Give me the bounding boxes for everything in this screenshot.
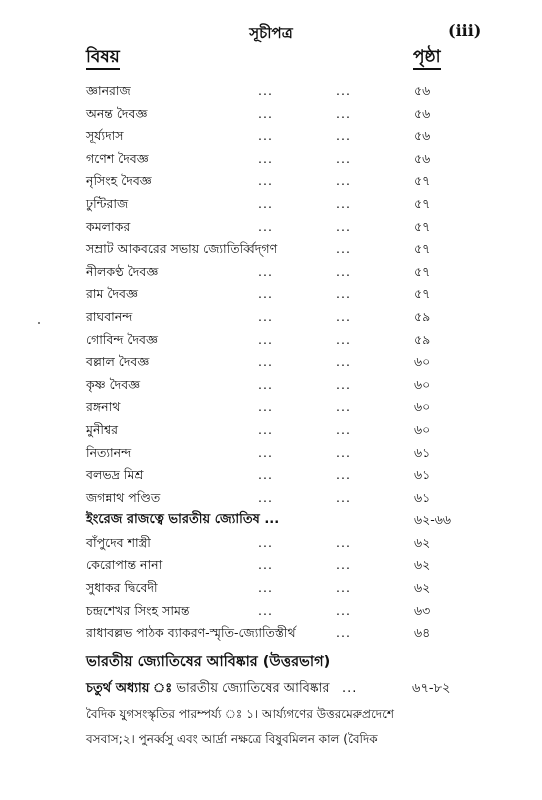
toc-entry-title: বাঁপুদেব শাস্ত্রী <box>86 534 151 550</box>
toc-entry-title: কমলাকর <box>86 218 131 234</box>
toc-entry-page: ৫৬ <box>414 105 431 121</box>
toc-entry <box>0 148 542 171</box>
toc-entry-page: ৬৩ <box>414 602 431 618</box>
toc-entry-leader: ... <box>258 376 273 392</box>
toc-entry-title: গণেশ দৈবজ্ঞ <box>86 150 149 166</box>
toc-entry-title: জ্ঞানরাজ <box>86 83 131 98</box>
page-title: সূচীপত্র <box>249 24 293 42</box>
toc-entry-leader: ... <box>336 625 351 641</box>
toc-entry-title: রাঘবানন্দ <box>86 308 133 324</box>
toc-entry <box>0 125 542 148</box>
chapter-title: ভারতীয় জ্যোতিষের আবিষ্কার <box>176 681 330 696</box>
toc-entry-leader: ... <box>258 399 273 415</box>
toc-entry-leader: ... <box>336 286 351 302</box>
toc-entry-page: ৫৭ <box>414 218 431 234</box>
toc-entry-page: ৬১ <box>414 489 431 505</box>
toc-entry-leader: ... <box>336 195 351 211</box>
toc-entry <box>0 532 542 555</box>
toc-entry-leader: ... <box>258 602 273 618</box>
toc-entry-leader: ... <box>336 83 351 98</box>
toc-entry-leader: ... <box>336 354 351 370</box>
toc-entry-title: সম্রাট আকবরের সভায় জ্যোতির্ব্বিদ্‌গণ <box>86 241 278 257</box>
toc-entry-leader: ... <box>258 557 273 573</box>
toc-entry-page: ৬০ <box>414 421 431 437</box>
toc-entry-leader: ... <box>336 399 351 415</box>
chapter-page: ৬৭-৮২ <box>412 681 451 696</box>
toc-entry-leader: ... <box>336 128 351 144</box>
toc-entry <box>0 509 542 532</box>
toc-entry <box>0 622 542 645</box>
toc-entry-leader: ... <box>258 308 273 324</box>
toc-entry <box>0 216 542 239</box>
toc-entry-leader: ... <box>258 580 273 596</box>
toc-entry-leader: ... <box>336 421 351 437</box>
toc-entry-page: ৫৭ <box>414 173 431 189</box>
toc-entry-leader: ... <box>336 308 351 324</box>
toc-entry-leader: ... <box>258 218 273 234</box>
page-number: (iii) <box>448 21 482 40</box>
chapter-dots: ... <box>342 681 358 696</box>
toc-entry-page: ৫৯ <box>414 308 431 324</box>
toc-entry-title: রাম দৈবজ্ঞ <box>86 286 138 302</box>
toc-entry-leader: ... <box>336 534 351 550</box>
toc-entry-leader: ... <box>336 173 351 189</box>
toc-entry-page: ৬২ <box>414 580 431 596</box>
toc-entry <box>0 238 542 261</box>
toc-entry-page: ৬৪ <box>414 625 431 641</box>
toc-entry-title: রঙ্গনাথ <box>86 399 121 415</box>
toc-entry <box>0 283 542 306</box>
toc-entry-page: ৫৭ <box>414 286 431 302</box>
toc-entry-leader: ... <box>258 534 273 550</box>
page-column-heading: পৃষ্ঠা <box>413 46 441 70</box>
chapter-description-line: বৈদিক যুগসংস্কৃতির পারম্পর্য্য ঃ ১। আর্য্যগণের উত্তরমেরুপ্রদেশে <box>86 707 395 721</box>
toc-entry-leader: ... <box>258 354 273 370</box>
toc-entry-title: ইংরেজ রাজত্বে ভারতীয় জ্যোতিষ ... <box>86 512 280 528</box>
toc-entry-page: ৫৭ <box>414 263 431 279</box>
toc-entry-leader: ... <box>336 376 351 392</box>
toc-entry-leader: ... <box>336 580 351 596</box>
toc-entry-leader: ... <box>258 128 273 144</box>
toc-entry <box>0 170 542 193</box>
toc-entry-leader: ... <box>258 467 273 483</box>
toc-list <box>0 80 542 645</box>
toc-entry-page: ৫৬ <box>414 83 431 98</box>
toc-entry-page: ৫৬ <box>414 150 431 166</box>
toc-entry-title: রাধাবল্লভ পাঠক ব্যাকরণ-স্মৃতি-জ্যোতিস্তীর্থ <box>86 625 296 641</box>
toc-entry-title: সুধাকর দ্বিবেদী <box>86 580 158 596</box>
toc-entry <box>0 577 542 600</box>
toc-entry-page: ৬২ <box>414 534 431 550</box>
toc-entry <box>0 193 542 216</box>
section-heading: ভারতীয় জ্যোতিষের আবিষ্কার (উত্তরভাগ) <box>86 654 331 670</box>
toc-entry-page: ৬১ <box>414 444 431 460</box>
toc-entry-page: ৬০ <box>414 399 431 415</box>
toc-entry-leader: ... <box>336 150 351 166</box>
toc-entry-page: ৬১ <box>414 467 431 483</box>
toc-entry-leader: ... <box>336 241 351 257</box>
toc-entry-page: ৫৬ <box>414 128 431 144</box>
toc-entry-title: কৃষ্ণ দৈবজ্ঞ <box>86 376 141 392</box>
toc-entry-leader: ... <box>336 602 351 618</box>
toc-entry <box>0 306 542 329</box>
toc-entry-leader: ... <box>336 557 351 573</box>
toc-entry <box>0 487 542 510</box>
toc-entry-leader: ... <box>336 467 351 483</box>
toc-entry <box>0 80 542 103</box>
toc-entry-leader: ... <box>336 444 351 460</box>
toc-entry-leader: ... <box>336 263 351 279</box>
toc-entry-page: ৬২ <box>414 557 431 573</box>
toc-entry-leader: ... <box>258 331 273 347</box>
toc-entry <box>0 464 542 487</box>
toc-entry-page: ৫৯ <box>414 331 431 347</box>
toc-entry-page: ৬২-৬৬ <box>414 512 452 528</box>
toc-entry-leader: ... <box>258 173 273 189</box>
toc-entry-title: নৃসিংহ দৈবজ্ঞ <box>86 173 152 189</box>
toc-entry <box>0 442 542 465</box>
toc-entry-page: ৫৭ <box>414 241 431 257</box>
toc-entry-page: ৬০ <box>414 354 431 370</box>
toc-entry-leader: ... <box>336 331 351 347</box>
toc-entry-leader: ... <box>336 105 351 121</box>
chapter-entry <box>86 678 526 700</box>
toc-entry-leader: ... <box>258 444 273 460</box>
toc-entry-title: চন্দ্রশেখর সিংহ সামন্ত <box>86 602 190 618</box>
toc-entry-leader: ... <box>258 263 273 279</box>
toc-entry <box>0 103 542 126</box>
toc-entry-title: মুনীশ্বর <box>86 421 118 437</box>
toc-entry <box>0 419 542 442</box>
toc-entry-title: নীলকণ্ঠ দৈবজ্ঞ <box>86 263 159 279</box>
chapter-label: চতুর্থ অধ্যায় ঃ <box>86 681 173 696</box>
chapter-description-line: বসবাস;২। পুনর্ব্বসু এবং আর্দ্রা নক্ষত্রে বিষুবমিলন কাল (বৈদিক <box>86 732 378 746</box>
toc-entry-title: গোবিন্দ দৈবজ্ঞ <box>86 331 158 347</box>
toc-entry-leader: ... <box>258 150 273 166</box>
subject-column-heading: বিষয় <box>86 46 120 70</box>
toc-entry-title: ঢুন্টিরাজ <box>86 195 129 211</box>
toc-entry <box>0 600 542 623</box>
toc-entry-leader: ... <box>336 218 351 234</box>
toc-entry <box>0 261 542 284</box>
toc-entry-page: ৫৭ <box>414 195 431 211</box>
toc-entry-title: জগন্নাথ পণ্ডিত <box>86 489 161 505</box>
toc-entry-title: অনন্ত দৈবজ্ঞ <box>86 105 148 121</box>
toc-entry-leader: ... <box>258 421 273 437</box>
toc-entry <box>0 396 542 419</box>
toc-entry-leader: ... <box>258 489 273 505</box>
toc-entry-title: বলভদ্র মিশ্র <box>86 467 144 483</box>
toc-entry-title: নিত্যানন্দ <box>86 444 132 460</box>
toc-entry-leader: ... <box>336 489 351 505</box>
toc-entry-leader: ... <box>258 195 273 211</box>
toc-entry <box>0 374 542 397</box>
toc-entry-leader: ... <box>258 83 273 98</box>
toc-entry-title: সূর্য্যদাস <box>86 128 124 144</box>
toc-entry <box>0 554 542 577</box>
toc-entry-page: ৬০ <box>414 376 431 392</box>
stray-mark <box>38 322 40 324</box>
toc-entry-title: কেরোপান্ত নানা <box>86 557 163 573</box>
toc-entry <box>0 351 542 374</box>
toc-entry-leader: ... <box>258 105 273 121</box>
toc-entry-title: বল্লাল দৈবজ্ঞ <box>86 354 150 370</box>
toc-entry-leader: ... <box>258 286 273 302</box>
toc-entry <box>0 329 542 352</box>
